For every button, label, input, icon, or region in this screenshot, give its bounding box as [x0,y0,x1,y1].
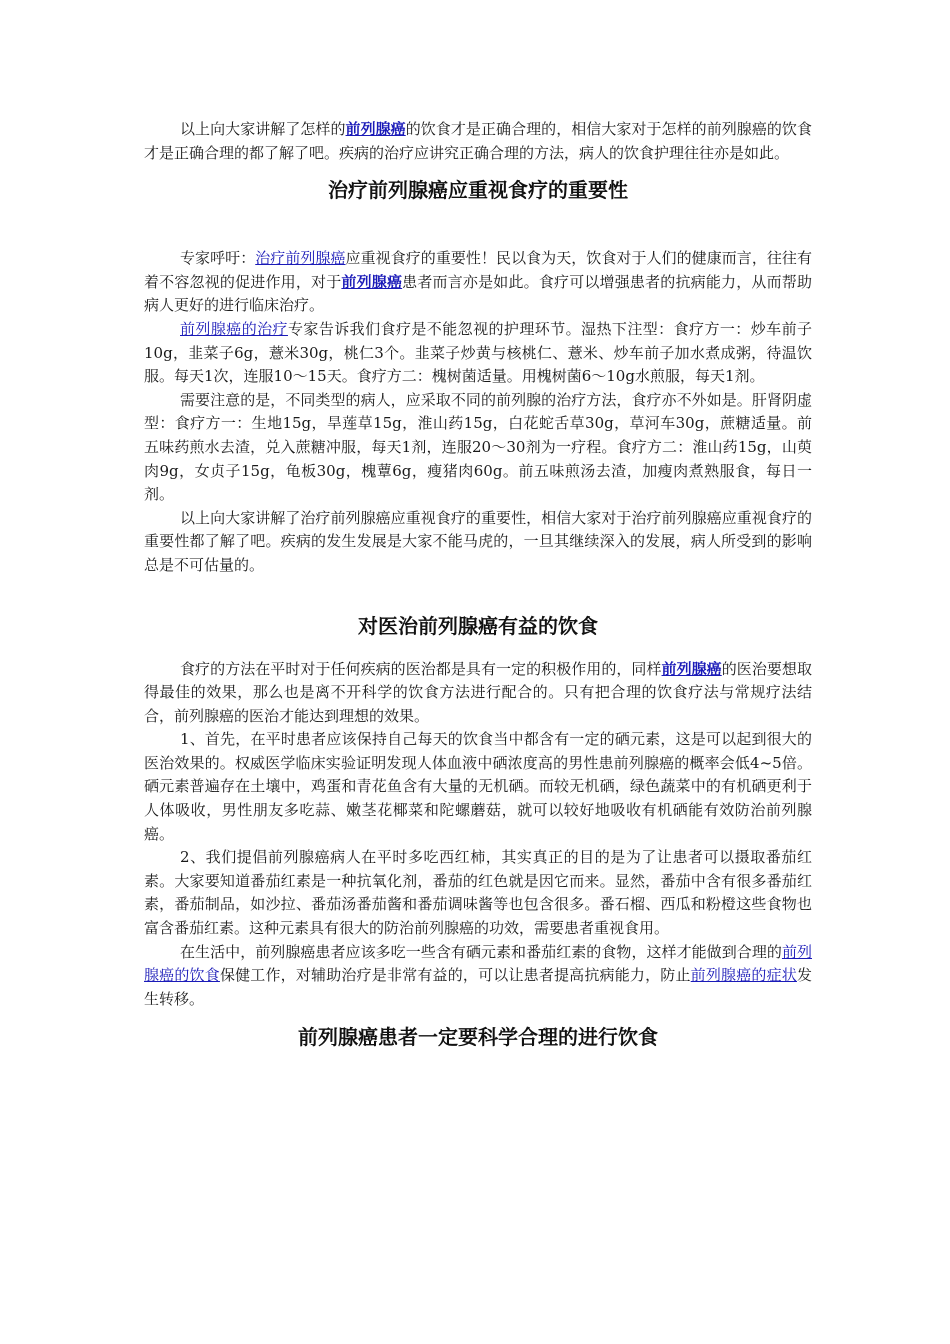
paragraph [144,247,812,318]
link-treat-prostate-cancer[interactable]: 治疗前列腺癌 [255,249,346,268]
document-page [144,118,812,1051]
link-prostate-cancer-symptoms[interactable]: 前列腺癌的症状 [690,966,797,985]
link-prostate-cancer-diet[interactable]: 前列腺癌的饮食 [144,942,812,985]
link-prostate-cancer[interactable]: 前列腺癌 [661,659,722,678]
link-prostate-cancer-treatment[interactable]: 前列腺癌的治疗 [180,319,288,338]
text: 保健工作，对辅助治疗是非常有益的，可以让患者提高抗病能力，防止 [219,966,691,985]
paragraph: 2、我们提倡前列腺癌病人在平时多吃西红柿，其实真正的目的是为了让患者可以摄取番茄红素。大家要知道番茄红素是一种抗氧化剂，番茄的红色就是因它而来。显然，番茄中含有很多番茄红素，番茄制品，如沙拉、番茄汤番茄酱和番茄调味酱等也包含很多。番石榴、西瓜和粉橙这些食物也富含番茄红素。这种元素具有很大的防治前列腺癌的功效，需要患者重视食用。 [144,848,812,938]
section-title-1: 治疗前列腺癌应重视食疗的重要性 [328,178,628,203]
text: 的医治要想取得最佳的效果，那么也是离不开科学的饮食方法进行配合的。只有把合理的饮食疗法与常规疗法结合，前列腺癌的医治才能达到理想的效果。 [144,659,812,725]
text: 专家告诉我们食疗是不能忽视的护理环节。湿热下注型：食疗方一：炒车前子10g，韭菜子6g，薏米30g，桃仁3个。韭菜子炒黄与核桃仁、薏米、炒车前子加水煮成粥，待温饮服。每天1次，连服10～15天。食疗方二：槐树菌适量。用槐树菌6～10g水煎服，每天1剂。 [144,319,812,386]
paragraph: 需要注意的是，不同类型的病人，应采取不同的前列腺的治疗方法，食疗亦不外如是。肝肾阴虚型：食疗方一：生地15g，旱莲草15g，淮山药15g，白花蛇舌草30g，草河车30g，蔗糖适量。前五味药煎水去渣，兑入蔗糖冲服，每天1剂，连服20～30剂为一疗程。食疗方二：淮山药15g，山萸肉9g，女贞子15g，龟板30g，槐蕈6g，瘦猪肉60g。前五味煎汤去渣，加瘦肉煮熟服食，每日一剂。 [144,390,812,504]
paragraph: 以上向大家讲解了治疗前列腺癌应重视食疗的重要性，相信大家对于治疗前列腺癌应重视食疗的重要性都了解了吧。疾病的发生发展是大家不能马虎的，一旦其继续深入的发展，病人所受到的影响总是不可估量的。 [144,508,812,574]
paragraph: 1、首先，在平时患者应该保持自己每天的饮食当中都含有一定的硒元素，这是可以起到很大的医治效果的。权威医学临床实验证明发现人体血液中硒浓度高的男性患前列腺癌的概率会低4~5倍。硒元素普遍存在土壤中，鸡蛋和青花鱼含有大量的无机硒。而较无机硒，绿色蔬菜中的有机硒更利于人体吸收，男性朋友多吃蒜、嫩茎花椰菜和陀螺蘑菇，就可以较好地吸收有机硒能有效防治前列腺癌。 [144,730,812,843]
paragraph [144,658,812,729]
intro-paragraph [144,118,812,165]
paragraph [144,318,812,389]
section-title-2: 对医治前列腺癌有益的饮食 [358,613,598,638]
text: 专家呼吁： [180,249,256,268]
link-prostate-cancer[interactable]: 前列腺癌 [341,272,403,291]
text: 患者而言亦是如此。食疗可以增强患者的抗病能力，从而帮助病人更好的进行临床治疗。 [144,272,812,315]
text: 以上向大家讲解了怎样的 [180,120,346,138]
section-title-3: 前列腺癌患者一定要科学合理的进行饮食 [298,1025,658,1050]
text: 应重视食疗的重要性！民以食为天，饮食对于人们的健康而言，往往有着不容忽视的促进作用，对于 [144,249,812,291]
text: 食疗的方法在平时对于任何疾病的医治都是具有一定的积极作用的，同样 [180,659,662,678]
text: 的饮食才是正确合理的，相信大家对于怎样的前列腺癌的饮食才是正确合理的都了解了吧。疾病的治疗应讲究正确合理的方法，病人的饮食护理往往亦是如此。 [144,120,812,162]
text: 发生转移。 [144,966,812,1008]
link-prostate-cancer[interactable]: 前列腺癌 [345,120,406,138]
paragraph [144,941,812,1012]
text: 在生活中，前列腺癌患者应该多吃一些含有硒元素和番茄红素的食物，这样才能做到合理的 [180,942,782,961]
